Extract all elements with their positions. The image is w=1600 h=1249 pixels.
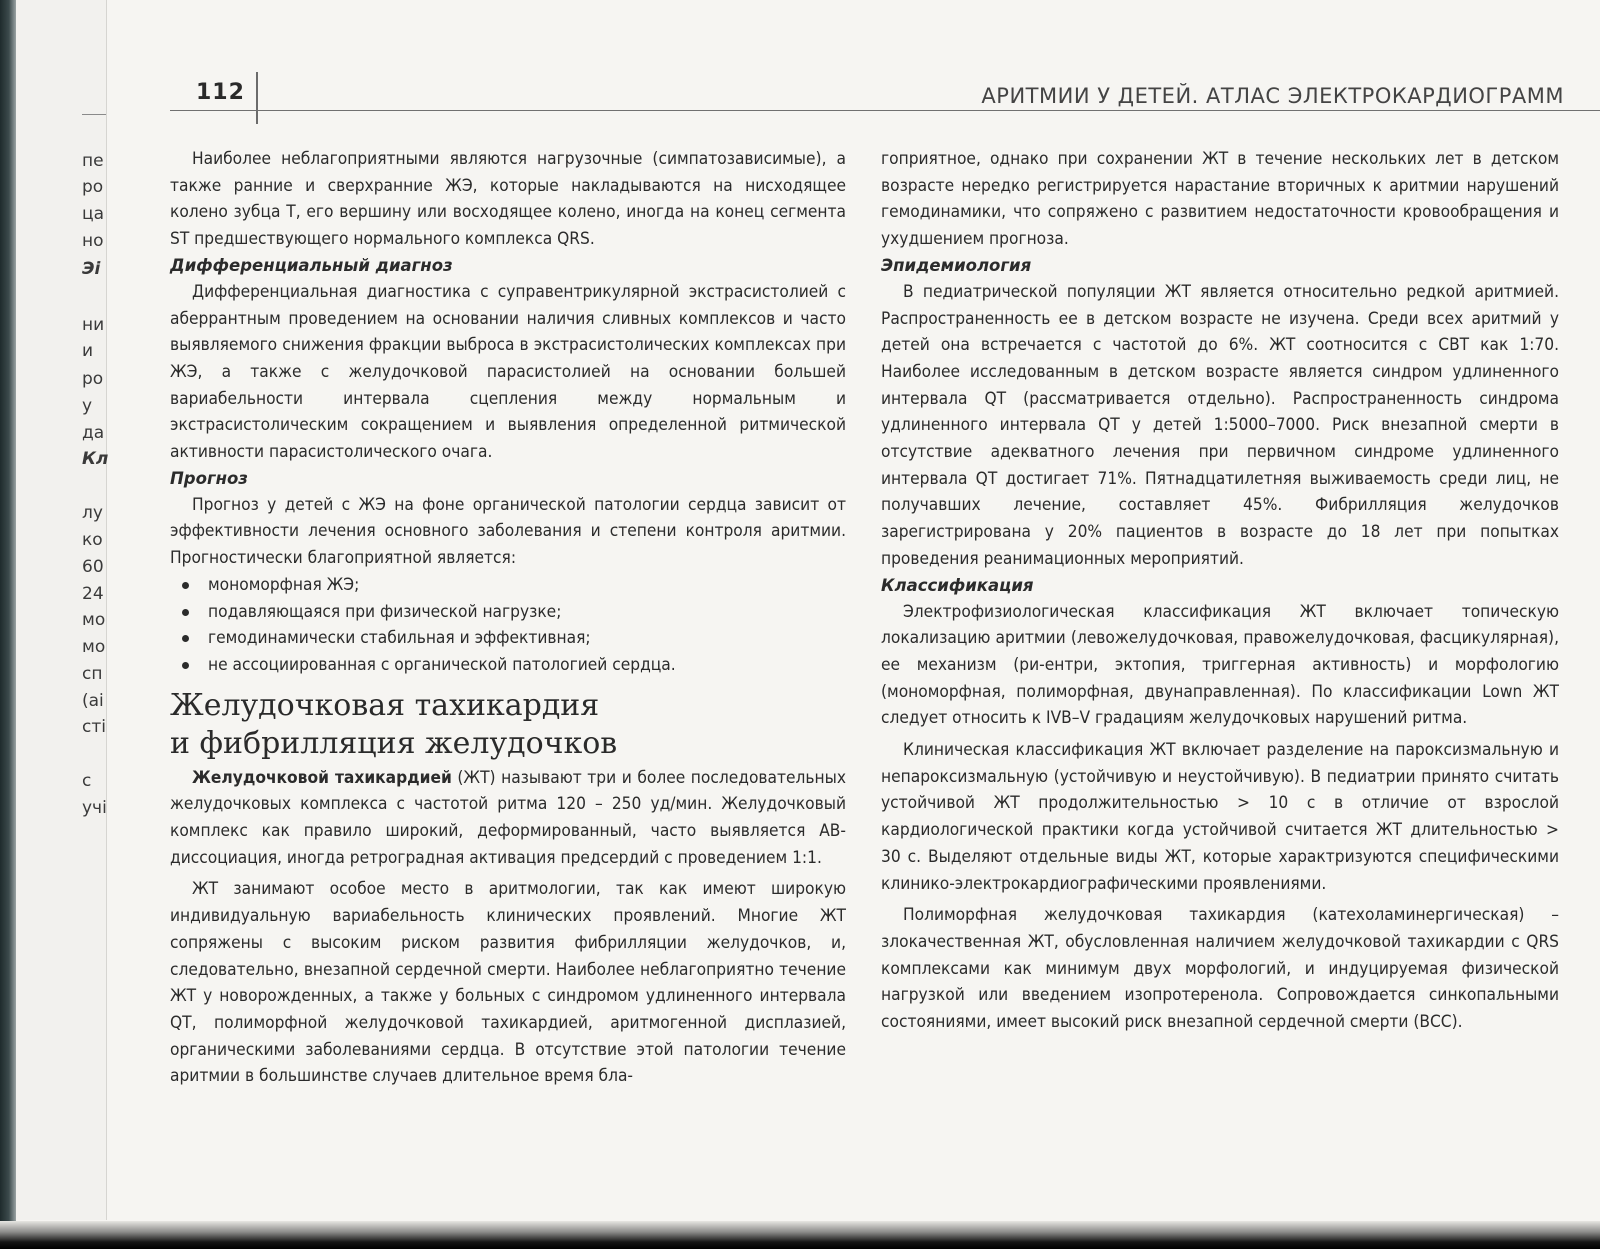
- paragraph: [170, 765, 846, 872]
- page-bottom-edge: [0, 1221, 1600, 1249]
- prev-page-fragment: лу: [82, 503, 103, 523]
- prev-page-fragment: ца: [82, 204, 104, 224]
- right-column: [881, 146, 1559, 1036]
- prev-page-fragment: мо: [82, 610, 106, 630]
- list-item: [170, 572, 846, 599]
- prev-page-fragment: 60: [82, 557, 104, 577]
- prev-page-fragment: сті: [82, 717, 106, 737]
- paragraph: Наиболее неблагоприятными являются нагрузочные (симпатозависимые), а также ранние и сверхранние ЖЭ, которые накладываются на нисходящее колено зубца Т, его вершину или восходящее колено, иногда на конец сегмента ST предшествующего нормального комплекса QRS.: [170, 149, 846, 250]
- paragraph: Полиморфная желудочковая тахикардия (катехоламинергическая) – злокачественная ЖТ, обусловленная наличием желудочковой тахикардии с QRS комплексами как минимум двух морфологий, и индуцируемая физической нагрузкой или введением изопротеренола. Сопровождается синкопальными состояниями, имеет высокий риск внезапной сердечной смерти (ВСС).: [881, 905, 1559, 1033]
- bullet-icon: [182, 582, 189, 589]
- list-item-text: подавляющаяся при физической нагрузке;: [208, 601, 562, 622]
- prev-page-fragment: ко: [82, 530, 103, 550]
- prev-page-fragment: но: [82, 231, 104, 251]
- prev-page-fragment: (аі: [82, 691, 104, 711]
- prev-page-fragment: учі: [82, 798, 107, 818]
- paragraph: В педиатрической популяции ЖТ является относительно редкой аритмией. Распространенность ее в детском возрасте не изучена. Среди всех аритмий у детей она встречается с частотой до 6%. ЖТ соотносится с СВТ как 1:70. Наиболее исследованным в детском возрасте является синдром удлиненного интервала QT (рассматривается отдельно). Распространенность синдрома удлиненного интервала QT у детей 1:5000–7000. Риск внезапной смерти в отсутствие адекватного лечения при первичном синдроме удлиненного интервала QT достигает 71%. Пятнадцатилетняя выживаемость среди лиц, не получавших лечение, составляет 45%. Фибрилляция желудочков зарегистрирована у 20% пациентов в возрасте до 18 лет при попытках проведения реанимационных мероприятий.: [881, 281, 1559, 569]
- prev-page-fragment: с: [82, 771, 92, 791]
- list-item-text: мономорфная ЖЭ;: [208, 574, 360, 595]
- paragraph: Клиническая классификация ЖТ включает разделение на пароксизмальную и непароксизмальную (устойчивую и неустойчивую). В педиатрии принято считать устойчивой ЖТ продолжительностью > 10 с в отличие от взрослой кардиологической практики когда устойчивой считается ЖТ длительностью > 30 с. Выделяют отдельные виды ЖТ, которые характризуются специфическими клинико-электрокардиографическими проявлениями.: [881, 740, 1559, 894]
- paragraph-text: (ЖТ) называют три и более последовательных желудочковых комплекса с частотой ритма 120 – 250 уд/мин. Желудочковый комплекс как правило широкий, деформированный, часто выявляется АВ-диссоциация, иногда ретроградная активация предсердий с проведением 1:1.: [170, 767, 847, 868]
- paragraph: Дифференциальная диагностика с суправентрикулярной экстрасистолией с аберрантным проведением на основании наличия сливных комплексов и часто выявляемого снижения фракции выброса в экстрасистолических комплексах при ЖЭ, а также с желудочковой парасистолией на основании большей вариабельности интервала сцепления между нормальным и экстрасистолическим сокращением и выявления определенной ритмической активности парасистолического очага.: [170, 281, 846, 463]
- running-title: АРИТМИИ У ДЕТЕЙ. АТЛАС ЭЛЕКТРОКАРДИОГРАММ: [981, 84, 1564, 108]
- prev-page-fragment: да: [82, 423, 105, 443]
- prev-page-fragment: и: [82, 341, 94, 361]
- prev-page-fragment: мо: [82, 637, 106, 657]
- list-item: [170, 625, 846, 652]
- section-title-line-2: и фибрилляция желудочков: [170, 725, 618, 761]
- section-title-line-1: Желудочковая тахикардия: [170, 687, 600, 723]
- page-number: 112: [196, 80, 245, 105]
- bullet-list: [170, 572, 846, 679]
- paragraph: Прогноз у детей с ЖЭ на фоне органической патологии сердца зависит от эффективности лечения основного заболевания и степени контроля аритмии. Прогностически благоприятной является:: [170, 494, 846, 569]
- bullet-icon: [182, 609, 189, 616]
- paragraph: гоприятное, однако при сохранении ЖТ в течение нескольких лет в детском возрасте нередко регистрируется нарастание вторичных к аритмии нарушений гемодинамики, что сопряжено с развитием недостаточности кровообращения и ухудшением прогноза.: [881, 149, 1559, 250]
- bullet-icon: [182, 662, 189, 669]
- paragraph: Электрофизиологическая классификация ЖТ включает топическую локализацию аритмии (левожелудочковая, правожелудочковая, фасцикулярная), ее механизм (ри-ентри, эктопия, триггерная активность) и морфологию (мономорфная, полиморфная, двунаправленная). По классификации Lown ЖТ следует относить к IVB–V градациям желудочковых нарушений ритма.: [881, 601, 1559, 729]
- subheading-classification: Классификация: [881, 575, 1034, 595]
- prev-page-fragment: пе: [82, 151, 104, 171]
- left-column: [170, 146, 846, 1090]
- header-rule: [170, 110, 1600, 111]
- subheading-epidemiology: Эпидемиология: [881, 255, 1032, 275]
- previous-page-strip: [16, 0, 107, 1220]
- prev-page-fragment: ро: [82, 369, 104, 389]
- list-item: [170, 652, 846, 679]
- prev-page-fragment: сп: [82, 664, 103, 684]
- subheading-differential-diagnosis: Дифференциальный диагноз: [170, 255, 453, 275]
- bullet-icon: [182, 635, 189, 642]
- prev-page-fragment: ро: [82, 177, 104, 197]
- prev-page-header-rule: [82, 114, 106, 115]
- paragraph: ЖТ занимают особое место в аритмологии, так как имеют широкую индивидуальную вариабельность клинических проявлений. Многие ЖТ сопряжены с высоким риском развития фибрилляции желудочков, и, следовательно, внезапной сердечной смерти. Наиболее неблагоприятно течение ЖТ у новорожденных, а также у больных с синдромом удлиненного интервала QT, полиморфной желудочковой тахикардией, аритмогенной дисплазией, органическими заболеваниями сердца. В отсутствие этой патологии течение аритмии в большинстве случаев длительное время бла-: [170, 879, 846, 1087]
- section-title: [170, 687, 846, 763]
- book-spine-edge: [0, 0, 16, 1249]
- list-item-text: не ассоциированная с органической патологией сердца.: [208, 654, 676, 675]
- bold-term: Желудочковой тахикардией: [192, 767, 452, 788]
- prev-page-fragment: у: [82, 396, 93, 416]
- subheading-prognosis: Прогноз: [170, 468, 248, 488]
- list-item-text: гемодинамически стабильная и эффективная;: [208, 628, 591, 649]
- prev-page-fragment: Эі: [82, 259, 101, 279]
- prev-page-fragment: 24: [82, 584, 104, 604]
- prev-page-fragment: Кл: [82, 449, 109, 469]
- prev-page-fragment: ни: [82, 315, 105, 335]
- header-divider: [256, 72, 258, 124]
- list-item: [170, 599, 846, 626]
